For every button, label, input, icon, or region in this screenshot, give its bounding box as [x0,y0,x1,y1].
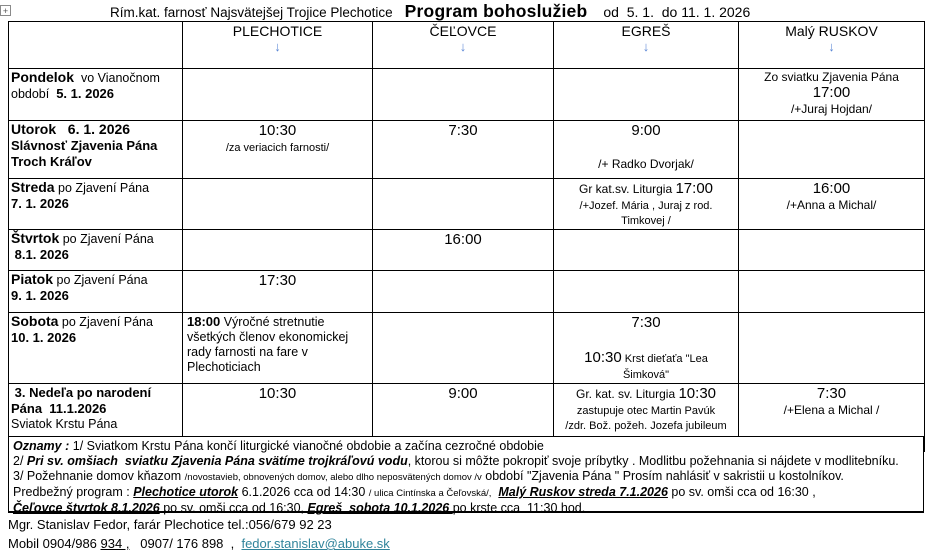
document-title [110,1,750,22]
text-segment: Pána 11.1.2026 [11,401,107,416]
arrow-down-icon: ↓ [828,39,835,54]
parish-name: Rím.kat. farnosť Najsvätejšej Trojice Plechotice [110,5,393,20]
cell-utorok-celovce [373,121,554,179]
text-segment: 17:30 [258,272,297,289]
text-segment: 9:00 [631,122,661,139]
text-segment: /+Juraj Hojdan/ [790,102,873,116]
arrow-down-icon: ↓ [274,39,281,54]
day-cell-utorok [9,121,183,179]
arrow-down-icon: ↓ [459,39,467,54]
column-label-celovce: ČEĽOVCE [429,23,497,39]
cell-sobota-egres [554,313,739,384]
row-pondelok [9,69,925,121]
text-segment: po Zjavení Pána [59,232,154,246]
text-segment: 934 , [100,536,130,551]
column-label-maly-ruskov: Malý RUSKOV [785,23,878,39]
cell-piatok-plechotice [183,271,373,313]
text-segment: 17:00 [675,180,714,197]
day-cell-piatok [9,271,183,313]
text-segment: Streda [11,179,55,195]
text-segment: 7:30 [816,385,847,402]
text-segment: Troch Kráľov [11,154,92,169]
text-segment: Sviatok Krstu Pána [11,417,118,431]
cell-streda-egres [554,179,739,230]
day-cell-streda [9,179,183,230]
text-segment: Piatok [11,271,54,287]
cell-stvrtok-celovce [373,230,554,271]
text-segment: 3/ Požehnanie domov kňazom [13,469,185,483]
cell-streda-ruskov [739,179,925,230]
text-segment: /novostavieb, obnovených domov, alebo dlho neposvätených domov /v [184,472,482,483]
text-segment: období [11,87,57,101]
text-segment: Slávnosť Zjavenia Pána [11,138,158,153]
text-segment: 10. 1. 2026 [11,330,77,345]
notices-box [8,436,924,513]
text-segment: 18:00 [187,314,221,329]
text-segment: 8.1. 2026 [11,247,69,262]
text-segment: 1/ Sviatkom Krstu Pána končí liturgické vianočné obdobie a začína cezročné obdobie [69,439,544,453]
text-segment: /+Anna a Michal/ [786,198,877,212]
text-segment: / ulica Cintínska a Čeľovská/, [368,488,492,499]
cell-sobota-ruskov [739,313,925,384]
row-sobota [9,313,925,384]
text-segment: 3. Nedeľa po narodení [11,385,152,400]
text-segment: , ktorou si môžte pokropiť svoje príbytky . Modlitbu požehnania si nájdete v modlitebníku. [407,454,899,468]
cell-stvrtok-ruskov [739,230,925,271]
contact-priest-line [8,517,332,532]
cell-utorok-plechotice [183,121,373,179]
text-segment: /+ Radko Dvorjak/ [598,157,694,171]
text-segment: po Zjavení Pána [53,273,148,287]
column-header-maly-ruskov [739,22,925,69]
text-segment: 9:00 [448,385,478,402]
text-segment: /+Jozef. Mária , Juraj z rod. [579,200,713,212]
cell-pondelok-egres [554,69,739,121]
contact-mobile-line [8,536,390,551]
text-segment: Pondelok [11,69,75,85]
text-segment: 10:30 [584,349,622,366]
text-segment: po Zjavení Pána [54,181,150,195]
text-segment: 6.1.2026 cca od 14:30 [238,485,369,499]
cell-pondelok-plechotice [183,69,373,121]
header-row [9,22,925,69]
text-segment: 10:30 [258,122,297,139]
text-segment: Gr kat.sv. Liturgia [578,182,676,196]
text-segment: Výročné stretnutie všetkých členov ekonomickej rady farnosti na fare v Plechoticiach [187,315,352,374]
text-segment: Utorok 6. 1. 2026 [11,121,131,137]
cell-sobota-celovce [373,313,554,384]
cell-piatok-celovce [373,271,554,313]
text-segment: 17:00 [812,84,851,101]
program-title: Program bohoslužieb [404,1,588,21]
text-segment: Krst dieťaťa "Lea [621,353,708,365]
text-segment: 10:30 [678,385,717,402]
text-segment: období "Zjavenia Pána " Prosím nahlásiť v sakristii u kostolníkov. [481,469,844,483]
text-segment: Oznamy : [13,439,70,453]
text-segment: Štvrtok [11,230,60,246]
text-segment: Mgr. Stanislav Fedor, farár Plechotice tel.:056/679 92 23 [8,517,332,532]
text-segment: Predbežný program : [13,485,134,499]
row-streda [9,179,925,230]
text-segment: 10:30 [258,385,297,402]
text-segment: Sobota [11,313,59,329]
text-segment: Plechotice utorok [133,485,239,499]
cell-streda-plechotice [183,179,373,230]
text-segment: vo Vianočnom [74,71,160,85]
arrow-down-icon: ↓ [642,39,650,54]
cell-piatok-ruskov [739,271,925,313]
cell-streda-celovce [373,179,554,230]
text-segment: /+Elena a Michal / [783,403,880,417]
row-utorok [9,121,925,179]
text-segment: /zdr. Bož. požeh. Jozefa jubileum [565,420,727,432]
text-segment: 5. 1. 2026 [56,86,115,101]
text-segment: 16:00 [812,180,851,197]
date-range: od 5. 1. do 11. 1. 2026 [603,4,751,20]
table-move-handle[interactable] [0,5,11,16]
text-segment: Pri sv. omšiach sviatku Zjavenia Pána svätíme trojkráľovú vodu [26,454,408,468]
day-cell-pondelok [9,69,183,121]
move-handle-plus-icon: + [2,6,9,16]
text-segment: Zo sviatku Zjavenia Pána [764,70,899,84]
text-segment: Malý Ruskov streda 7.1.2026 [498,485,668,499]
text-segment: 2/ [13,454,27,468]
text-segment: 16:00 [444,231,482,248]
text-segment: po Zjavení Pána [58,315,153,329]
cell-sobota-plechotice [183,313,373,384]
text-segment: po sv. omši cca od 16:30 , [667,485,816,499]
text-segment: Egreš sobota 10.1.2026 [307,501,453,515]
text-segment: Timkovej / [621,215,671,227]
day-cell-stvrtok [9,230,183,271]
day-cell-sobota [9,313,183,384]
text-segment: Čeľovce štvrtok 8.1.2026 [13,501,160,515]
column-label-plechotice: PLECHOTICE [232,23,323,39]
text-segment: 9. 1. 2026 [11,288,69,303]
text-segment: /za veriacich farnosti/ [225,142,330,154]
cell-utorok-egres [554,121,739,179]
row-stvrtok [9,230,925,271]
corner-cell [9,22,183,69]
column-header-egres [554,22,739,69]
text-segment: po sv. omši cca od 16:30, [159,501,308,515]
column-label-egres: EGREŠ [621,23,671,39]
cell-stvrtok-egres [554,230,739,271]
schedule-table [8,21,925,452]
cell-pondelok-celovce [373,69,554,121]
column-header-celovce [373,22,554,69]
text-segment: po krste cca 11:30 hod. [452,501,586,515]
text-segment: Šimková" [622,369,670,381]
cell-pondelok-ruskov [739,69,925,121]
text-segment: 7:30 [448,122,478,139]
email-link[interactable]: fedor.stanislav@abuke.sk [241,536,390,551]
text-segment: 7:30 [631,314,661,331]
text-segment: Gr. kat. sv. Liturgia [575,387,679,401]
text-segment: 0907/ 176 898 , [129,536,242,551]
text-segment: Mobil 0904/986 [8,536,101,551]
text-segment: zastupuje otec Martin Pavúk [576,405,716,417]
text-segment: 7. 1. 2026 [11,196,69,211]
cell-stvrtok-plechotice [183,230,373,271]
column-header-plechotice [183,22,373,69]
cell-utorok-ruskov [739,121,925,179]
row-piatok [9,271,925,313]
cell-piatok-egres [554,271,739,313]
